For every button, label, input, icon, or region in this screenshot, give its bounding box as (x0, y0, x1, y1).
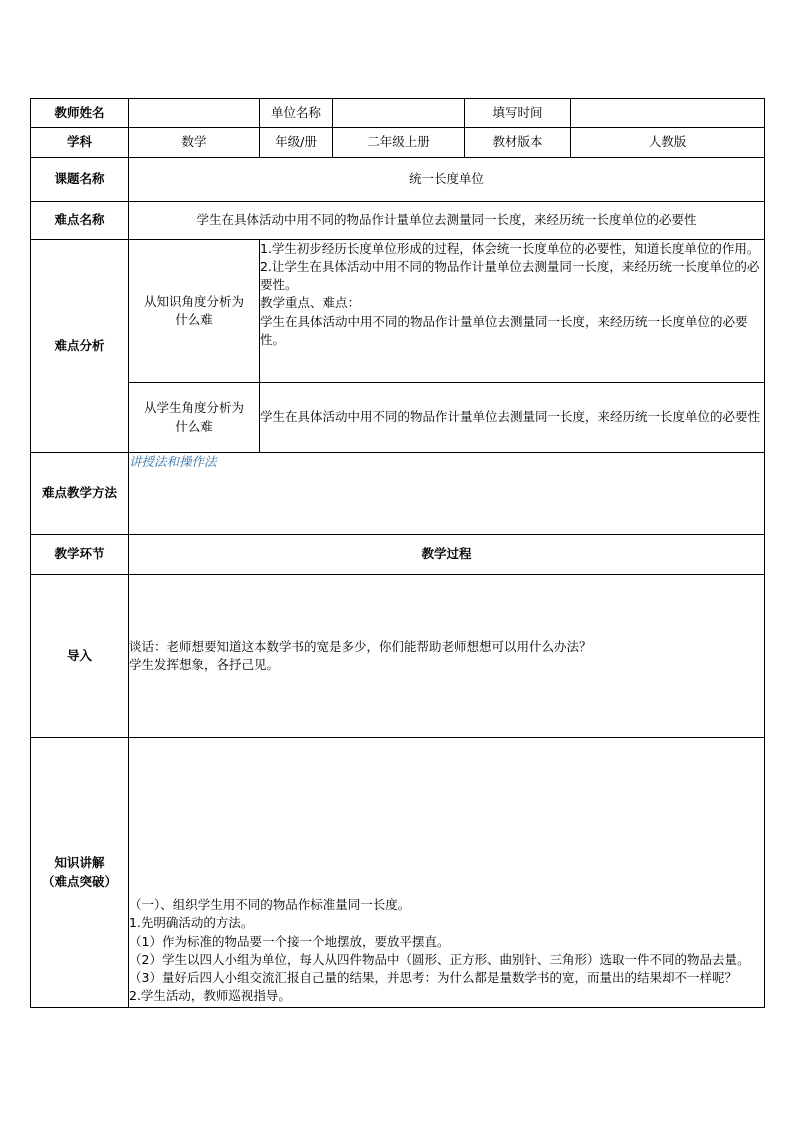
process-header: 教学过程 (129, 535, 765, 575)
knowledge-label (31, 738, 129, 1008)
knowledge-line: 2.让学生在具体活动中用不同的物品作计量单位去测量同一长度，来经历统一长度单位的必要性。 (260, 259, 760, 293)
grade-value: 二年级上册 (333, 128, 465, 158)
knowledge-line: 1.学生初步经历长度单位形成的过程，体会统一长度单位的必要性，知道长度单位的作用。 (260, 241, 760, 256)
intro-label: 导入 (31, 575, 129, 738)
analysis-knowledge-row (31, 240, 765, 383)
knowledge-label-line1: 知识讲解 (54, 855, 105, 871)
difficulty-label: 难点名称 (31, 202, 129, 240)
knowledge-step: 1.先明确活动的方法。 (129, 915, 254, 931)
lesson-plan-table (30, 98, 765, 1008)
student-angle-content: 学生在具体活动中用不同的物品作计量单位去测量同一长度，来经历统一长度单位的必要性 (260, 383, 765, 453)
knowledge-row (31, 738, 765, 1008)
intro-content (129, 575, 765, 738)
fill-time-label: 填写时间 (465, 99, 571, 128)
knowledge-step: （一）、组织学生用不同的物品作标准量同一长度。 (129, 897, 411, 913)
subject-label: 学科 (31, 128, 129, 158)
teacher-name-value (129, 99, 260, 128)
lesson-title-label: 课题名称 (31, 158, 129, 202)
unit-name-label: 单位名称 (260, 99, 333, 128)
analysis-label: 难点分析 (31, 240, 129, 453)
knowledge-angle-label: 从知识角度分析为什么难 (129, 240, 260, 383)
method-row (31, 453, 765, 535)
intro-row (31, 575, 765, 738)
method-value: 讲授法和操作法 (129, 453, 765, 535)
difficulty-row (31, 202, 765, 240)
stage-header: 教学环节 (31, 535, 129, 575)
knowledge-content (129, 738, 765, 1008)
knowledge-step: 2.学生活动，教师巡视指导。 (129, 987, 291, 1003)
analysis-student-row (31, 383, 765, 453)
lesson-title-row (31, 158, 765, 202)
header-row-1 (31, 99, 765, 128)
unit-name-value (333, 99, 465, 128)
textbook-version-label: 教材版本 (465, 128, 571, 158)
student-angle-label: 从学生角度分析为什么难 (129, 383, 260, 453)
process-header-row (31, 535, 765, 575)
intro-line: 学生发挥想象，各抒己见。 (129, 657, 280, 672)
grade-label: 年级/册 (260, 128, 333, 158)
subject-value: 数学 (129, 128, 260, 158)
method-label: 难点教学方法 (31, 453, 129, 535)
knowledge-step: （2）学生以四人小组为单位，每人从四件物品中（圆形、正方形、曲别针、三角形）选取一件不同的物品去量。 (129, 951, 750, 967)
intro-line: 谈话：老师想要知道这本数学书的宽是多少，你们能帮助老师想想可以用什么办法？ (129, 638, 592, 654)
difficulty-value: 学生在具体活动中用不同的物品作计量单位去测量同一长度，来经历统一长度单位的必要性 (129, 202, 765, 240)
teacher-name-label: 教师姓名 (31, 99, 129, 128)
knowledge-angle-content (260, 240, 765, 383)
knowledge-line: 教学重点、难点： (260, 295, 361, 311)
fill-time-value (571, 99, 765, 128)
knowledge-step: （3）量好后四人小组交流汇报自己量的结果，并思考：为什么都是量数学书的宽，而量出的结果却不一样呢？ (129, 969, 737, 985)
knowledge-label-line2: （难点突破） (41, 873, 117, 889)
knowledge-step: （1）作为标准的物品要一个接一个地摆放，要放平摆直。 (129, 933, 450, 949)
header-row-2 (31, 128, 765, 158)
textbook-version-value: 人教版 (571, 128, 765, 158)
knowledge-line: 学生在具体活动中用不同的物品作计量单位去测量同一长度，来经历统一长度单位的必要性。 (260, 313, 748, 347)
lesson-title-value: 统一长度单位 (129, 158, 765, 202)
